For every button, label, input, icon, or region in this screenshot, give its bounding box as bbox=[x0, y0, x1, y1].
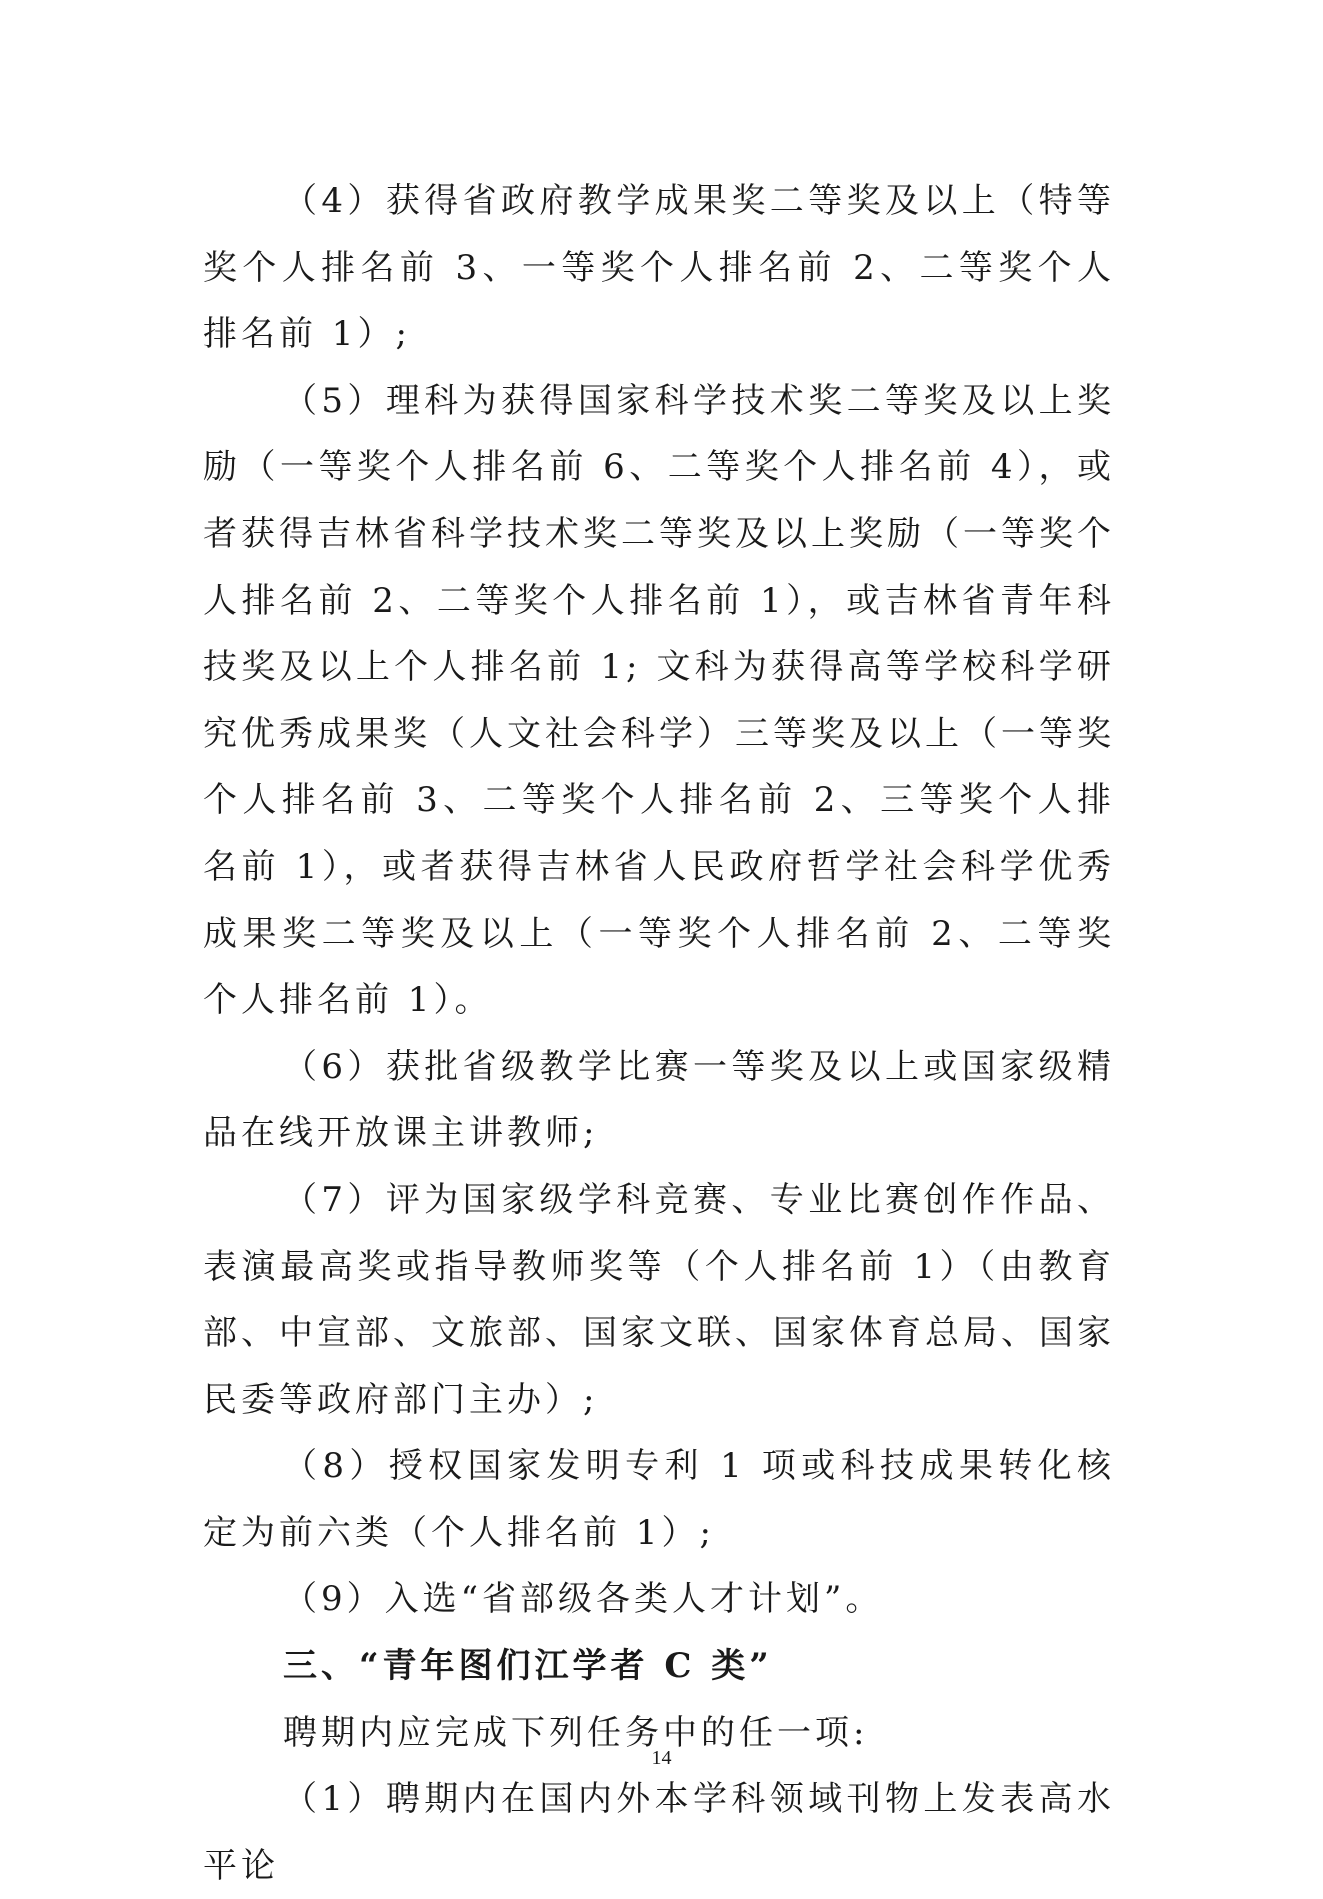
page-number: 14 bbox=[651, 1747, 672, 1769]
section-heading: 三、“青年图们江学者 C 类” bbox=[283, 1646, 773, 1687]
section-item-1: （1）聘期内在国内外本学科领域刊物上发表高水平论 bbox=[203, 1779, 1115, 1886]
paragraph-item-5: （5）理科为获得国家科学技术奖二等奖及以上奖励（一等奖个人排名前 6、二等奖个人排名前 4），或者获得吉林省科学技术奖二等奖及以上奖励（一等奖个人排名前 2、二等奖个人排名前 1），或吉林省青年科技奖及以上个人排名前 1; 文科为获得高等学校科学研究优秀成果奖（人文社会科学）三等奖及以上（一等奖个人排名前 3、二等奖个人排名前 2、三等奖个人排名前 1），或者获得吉林省人民政府哲学社会科学优秀成果奖二等奖及以上（一等奖个人排名前 2、二等奖个人排名前 1）。 bbox=[203, 380, 1115, 1021]
paragraph-item-8: （8）授权国家发明专利 1 项或科技成果转化核定为前六类（个人排名前 1）; bbox=[203, 1446, 1115, 1553]
document-body bbox=[203, 168, 1115, 1899]
paragraph-item-4: （4）获得省政府教学成果奖二等奖及以上（特等奖个人排名前 3、一等奖个人排名前 2、二等奖个人排名前 1）; bbox=[203, 181, 1115, 355]
paragraph-item-7: （7）评为国家级学科竞赛、专业比赛创作作品、表演最高奖或指导教师奖等（个人排名前 1）（由教育部、中宣部、文旅部、国家文联、国家体育总局、国家民委等政府部门主办）; bbox=[203, 1179, 1115, 1420]
section-intro: 聘期内应完成下列任务中的任一项: bbox=[283, 1712, 869, 1753]
paragraph-item-6: （6）获批省级教学比赛一等奖及以上或国家级精品在线开放课主讲教师; bbox=[203, 1046, 1115, 1154]
paragraph-item-9: （9）入选“省部级各类人才计划”。 bbox=[283, 1579, 884, 1620]
